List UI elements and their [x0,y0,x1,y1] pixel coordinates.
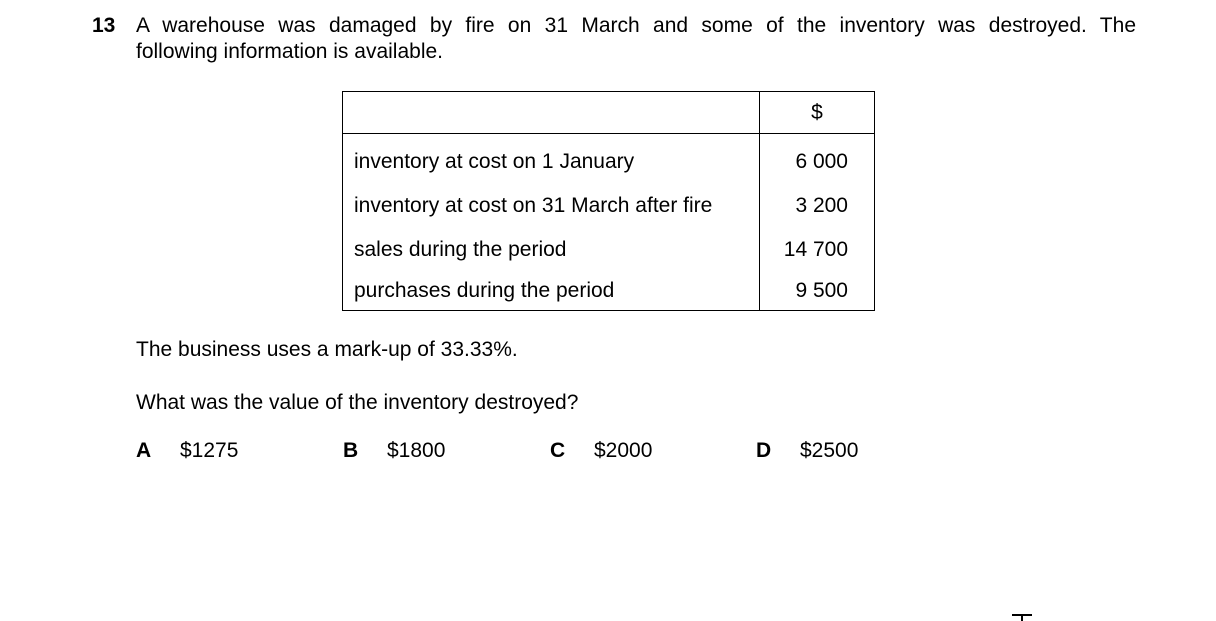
table-row-value [760,228,875,272]
option-letter: B [343,439,359,462]
table-header-currency [760,92,875,134]
table-header-row [343,92,875,134]
markup-statement: The business uses a mark-up of 33.33%. [136,338,518,361]
option-value: $1800 [387,439,446,462]
question-stem-line-2: following information is available. [136,40,443,63]
option-d[interactable] [756,438,858,464]
question-stem [136,13,1136,65]
mark-stem [1021,616,1023,621]
question-prompt: What was the value of the inventory destroyed? [136,391,579,414]
table-row-value-text: 6 000 [795,150,848,173]
option-b[interactable] [343,438,445,464]
table-row-label: sales during the period [343,228,760,272]
option-letter: D [756,439,772,462]
inventory-info-table [342,91,875,311]
option-value: $2500 [800,439,859,462]
currency-symbol: $ [811,100,823,124]
table-row-value [760,184,875,228]
page-edge-mark-icon [1012,612,1032,621]
table-row-value [760,134,875,185]
question-stem-line-1: A warehouse was damaged by fire on 31 March and some of the inventory was destroyed. The [136,14,1136,37]
table-row-label: inventory at cost on 31 March after fire [343,184,760,228]
table-row [343,134,875,185]
table-row [343,184,875,228]
option-value: $2000 [594,439,653,462]
option-letter: A [136,439,152,462]
table-row [343,272,875,311]
option-letter: C [550,439,566,462]
table-row-label: inventory at cost on 1 January [343,134,760,185]
question-number: 13 [92,14,116,37]
table-row-value-text: 9 500 [795,279,848,302]
table-row-label: purchases during the period [343,272,760,311]
table-row-value [760,272,875,311]
table-row [343,228,875,272]
table-header-blank-cell [343,92,760,134]
option-a[interactable] [136,438,238,464]
option-value: $1275 [180,439,239,462]
table-row-value-text: 3 200 [795,194,848,217]
table-row-value-text: 14 700 [783,238,848,261]
option-c[interactable] [550,438,652,464]
